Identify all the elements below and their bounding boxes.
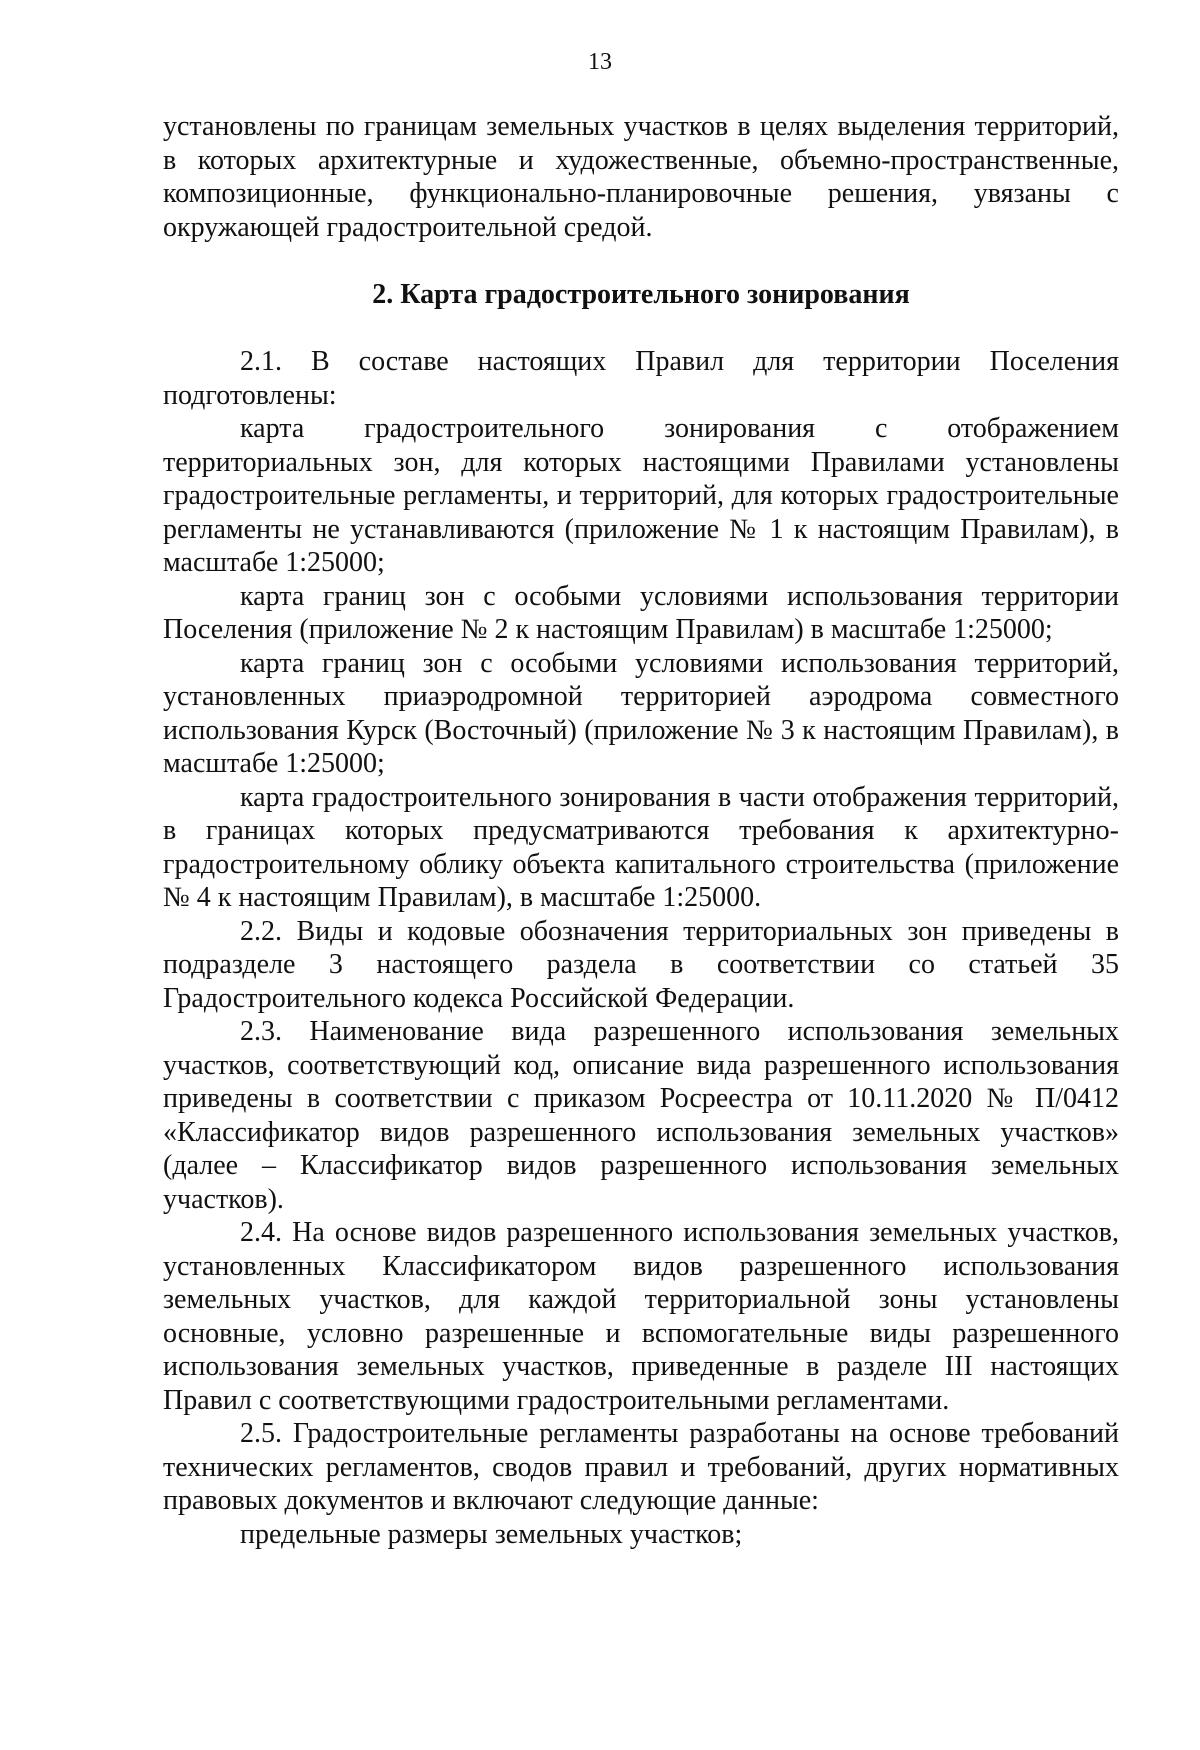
document-body	[163, 110, 1119, 1551]
paragraph-2-2: 2.2. Виды и кодовые обозначения территориальных зон приведены в подразделе 3 настоящего раздела в соответствии со статьей 35 Градостроительного кодекса Российской Федерации.	[163, 915, 1119, 1014]
list-item-special-zones-map: карта границ зон с особыми условиями использования территории Поселения (приложение № 2 к настоящим Правилам) в масштабе 1:25000;	[163, 580, 1119, 645]
paragraph-2-1: 2.1. В составе настоящих Правил для территории Поселения подготовлены:	[163, 346, 1119, 411]
paragraph-continuation: установлены по границам земельных участков в целях выделения территорий, в которых архитектурные и художественные, объемно-пространственные, композиционные, функционально-планировочные решения, увязаны с окружающей градостроительной средой.	[163, 111, 1119, 243]
list-item-land-plot-sizes: предельные размеры земельных участков;	[240, 1518, 743, 1550]
page-number: 13	[588, 49, 612, 75]
paragraph-2-4: 2.4. На основе видов разрешенного использования земельных участков, установленных Классификатором видов разрешенного использования земельных участков, для каждой территориальной зоны установлены основные, условно разрешенные и вспомогательные виды разрешенного использования земельных участков, приведенные в разделе III настоящих Правил с соответствующими градостроительными регламентами.	[163, 1217, 1119, 1416]
list-item-airfield-zones-map: карта границ зон с особыми условиями использования территорий, установленных приаэродромной территорией аэродрома совместного использования Курск (Восточный) (приложение № 3 к настоящим Правилам), в масштабе 1:25000;	[163, 647, 1119, 779]
list-item-architectural-map: карта градостроительного зонирования в части отображения территорий, в границах которых предусматриваются требования к архитектурно-градостроительному облику объекта капитального строительства (приложение № 4 к настоящим Правилам), в масштабе 1:25000.	[163, 781, 1119, 913]
paragraph-2-3: 2.3. Наименование вида разрешенного использования земельных участков, соответствующий код, описание вида разрешенного использования приведены в соответствии с приказом Росреестра от 10.11.2020 № П/0412 «Классификатор видов разрешенного использования земельных участков» (далее – Классификатор видов разрешенного использования земельных участков).	[163, 1016, 1119, 1215]
section-title: 2. Карта градостроительного зонирования	[372, 279, 910, 310]
list-item-zoning-map: карта градостроительного зонирования с отображением территориальных зон, для которых настоящими Правилами установлены градостроительные регламенты, и территорий, для которых градостроительные регламенты не устанавливаются (приложение № 1 к настоящим Правилам), в масштабе 1:25000;	[163, 413, 1119, 578]
paragraph-2-5: 2.5. Градостроительные регламенты разработаны на основе требований технических регламентов, сводов правил и требований, других нормативных правовых документов и включают следующие данные:	[163, 1418, 1119, 1516]
